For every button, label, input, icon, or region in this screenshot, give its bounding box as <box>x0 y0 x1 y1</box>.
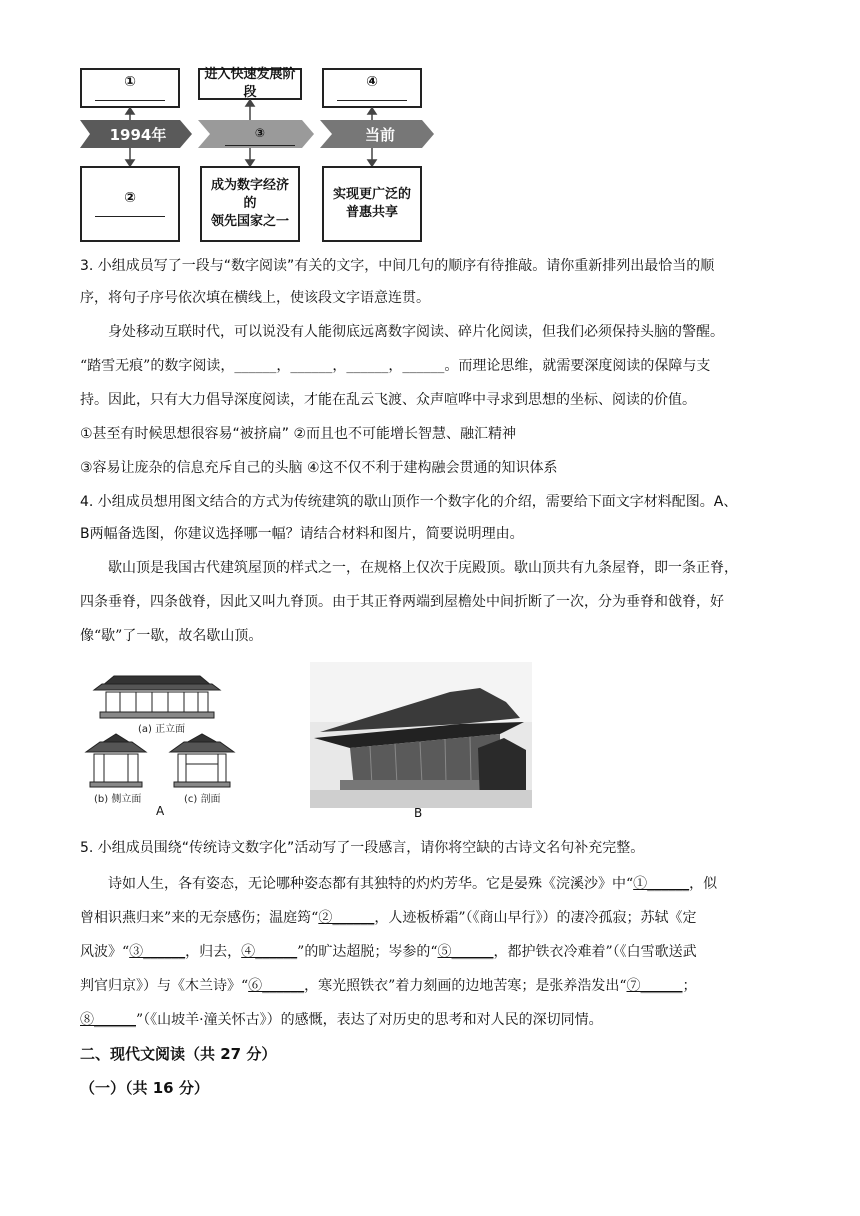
q4-stem-line1: 4. 小组成员想用图文结合的方式为传统建筑的歇山顶作一个数字化的介绍，需要给下面文字材料配图。A、 <box>80 494 738 510</box>
flowchart-box-bottom-middle <box>200 166 300 242</box>
q5-text: ，寒光照铁衣”着力刻画的边地苦寒；是张养浩发出“ <box>304 978 627 994</box>
section-2-title: 二、现代文阅读（共 27 分） <box>80 1045 277 1063</box>
blank-line <box>95 210 165 217</box>
q5-text: ，人迹板桥霜”（《商山早行》）的凄冷孤寂；苏轼《定 <box>374 910 697 926</box>
q5-text: 诗如人生，各有姿态，无论哪种姿态都有其独特的灼灼芳华。它是晏殊《浣溪沙》中“ <box>108 876 634 892</box>
flowchart-box-bottom-left <box>80 166 180 242</box>
blank-4-label: ④ <box>366 74 378 90</box>
flowchart-text: 成为数字经济的 <box>210 178 289 211</box>
flowchart-text: 领先国家之一 <box>210 214 289 229</box>
section-2-subtitle: （一）（共 16 分） <box>80 1079 209 1097</box>
blank-3[interactable]: ③______ <box>129 944 186 960</box>
blank-line <box>225 141 295 146</box>
q3-passage-line2: “踏雪无痕”的数字阅读，______，______，______，______。而理论思维，就需要深度阅读的保障与支 <box>80 358 711 374</box>
q5-text: ，都护铁衣冷难着”（《白雪歌送武 <box>493 944 697 960</box>
image-a-label: A <box>156 804 165 818</box>
blank-5[interactable]: ⑤______ <box>437 944 494 960</box>
timeline-blank-3 <box>212 122 308 146</box>
q5-text: 判官归京》）与《木兰诗》“ <box>80 978 249 994</box>
q5-text: ，归去， <box>185 944 242 960</box>
q4-stem-line2: B两幅备选图，你建议选择哪一幅？请结合材料和图片，简要说明理由。 <box>80 526 524 542</box>
q5-passage-line3 <box>80 942 697 962</box>
q3-options-line2: ③容易让庞杂的信息充斥自己的头脑 ④这不仅不利于建构融会贯通的知识体系 <box>80 460 558 476</box>
blank-4[interactable]: ④______ <box>241 944 298 960</box>
q5-text: ”（《山坡羊·潼关怀古》）的感慨，表达了对历史的思考和对人民的深切同情。 <box>136 1012 603 1028</box>
q5-text: ，似 <box>689 876 718 892</box>
flowchart-text: 普惠共享 <box>345 205 398 220</box>
caption-section: (c) 剖面 <box>184 794 221 805</box>
blank-8[interactable]: ⑧______ <box>80 1012 136 1028</box>
blank-6[interactable]: ⑥______ <box>248 978 305 994</box>
blank-2-label: ② <box>124 190 136 206</box>
flowchart-text: 进入快速发展阶段 <box>204 67 296 100</box>
q5-passage-line4 <box>80 976 697 996</box>
caption-front-elevation: (a) 正立面 <box>138 724 186 735</box>
flowchart-box-bottom-right <box>322 166 422 242</box>
caption-side-elevation: (b) 侧立面 <box>94 794 142 805</box>
timeline-label-current: 当前 <box>364 126 395 144</box>
flowchart <box>80 66 440 246</box>
blank-7[interactable]: ⑦______ <box>626 978 683 994</box>
image-b-label: B <box>414 806 423 820</box>
q5-passage-line5 <box>80 1010 603 1030</box>
hall-photo <box>310 662 532 808</box>
image-b-photo <box>310 662 532 822</box>
q4-passage-line2: 四条垂脊，四条戗脊，因此又叫九脊顶。由于其正脊两端到屋檐处中间折断了一次，分为垂脊和戗脊，好 <box>80 594 724 610</box>
timeline-label-1994: 1994年 <box>109 126 167 144</box>
q5-text: ”的旷达超脱；岑参的“ <box>297 944 438 960</box>
blank-2[interactable]: ②______ <box>318 910 375 926</box>
q3-stem-line1: 3. 小组成员写了一段与“数字阅读”有关的文字，中间几句的顺序有待推敲。请你重新排列出最恰当的顺 <box>80 258 715 274</box>
q5-text: 曾相识燕归来”来的无奈感伤；温庭筠“ <box>80 910 319 926</box>
q5-text: ； <box>682 978 697 994</box>
image-a-drawings <box>80 660 250 822</box>
q5-passage-line1 <box>108 874 717 894</box>
q3-passage-line1: 身处移动互联时代，可以说没有人能彻底远离数字阅读、碎片化阅读，但我们必须保持头脑的警醒。 <box>108 324 724 340</box>
hip-gable-roof-drawing <box>80 660 250 810</box>
blank-3-label: ③ <box>254 126 266 140</box>
q4-passage-line1: 歇山顶是我国古代建筑屋顶的样式之一，在规格上仅次于庑殿顶。歇山顶共有九条屋脊，即一条正脊， <box>108 560 738 576</box>
q3-passage-line3: 持。因此，只有大力倡导深度阅读，才能在乱云飞渡、众声喧哗中寻求到思想的坐标、阅读的价值。 <box>80 392 696 408</box>
q5-passage-line2 <box>80 908 696 928</box>
blank-1-label: ① <box>124 74 136 90</box>
q3-stem-line2: 序，将句子序号依次填在横线上，使该段文字语意连贯。 <box>80 290 430 306</box>
blank-1[interactable]: ①______ <box>633 876 690 892</box>
q3-options-line1: ①甚至有时候思想很容易“被挤扁” ②而且也不可能增长智慧、融汇精神 <box>80 426 517 442</box>
q5-text: 风波》“ <box>80 944 130 960</box>
flowchart-text: 实现更广泛的 <box>332 187 411 202</box>
q5-stem: 5. 小组成员围绕“传统诗文数字化”活动写了一段感言，请你将空缺的古诗文名句补充完整。 <box>80 840 645 856</box>
q4-passage-line3: 像“歇”了一歇，故名歇山顶。 <box>80 628 263 644</box>
